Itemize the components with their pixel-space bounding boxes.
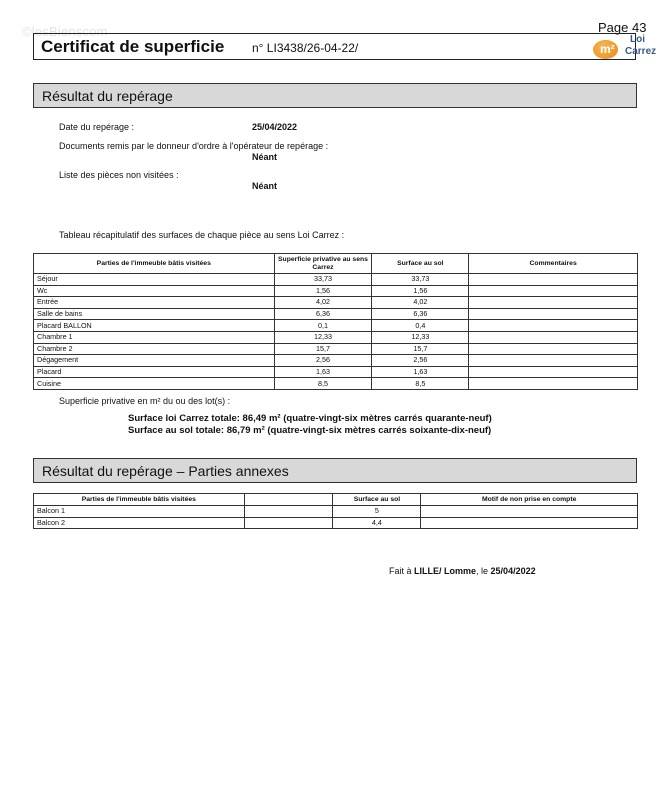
table-cell	[469, 366, 638, 378]
table-cell	[469, 343, 638, 355]
table-cell	[469, 378, 638, 390]
table-cell: 1,56	[372, 285, 469, 297]
table-row	[34, 517, 638, 529]
table-cell	[421, 506, 638, 518]
table-cell: 33,73	[372, 274, 469, 286]
documents-value: Néant	[252, 152, 278, 162]
table-row	[34, 331, 638, 343]
table-cell: 0,1	[274, 320, 372, 332]
table-cell: 1,63	[372, 366, 469, 378]
table-cell	[421, 517, 638, 529]
table-cell: 15,7	[372, 343, 469, 355]
col-header-motif: Motif de non prise en compte	[421, 494, 638, 506]
table-cell: 4,02	[274, 297, 372, 309]
col-header-sol: Surface au sol	[372, 254, 469, 274]
pieces-label: Liste des pièces non visitées :	[59, 170, 179, 180]
table-cell: 5	[333, 506, 421, 518]
date-value: 25/04/2022	[252, 122, 298, 132]
logo-mark: m²	[600, 42, 615, 56]
table-cell: 15,7	[274, 343, 372, 355]
table-cell: 0,4	[372, 320, 469, 332]
total-carrez: Surface loi Carrez totale: 86,49 m² (quatre-vingt-six mètres carrés quarante-neuf)	[128, 413, 492, 424]
table-cell: 8,5	[274, 378, 372, 390]
table-cell: Balcon 1	[34, 506, 245, 518]
surfaces-table	[33, 253, 638, 390]
table-cell: 12,33	[372, 331, 469, 343]
table-cell: 6,36	[274, 308, 372, 320]
watermark: ©lesBienscom	[22, 24, 108, 39]
pieces-value: Néant	[252, 181, 278, 191]
table-cell	[469, 285, 638, 297]
col-header-empty	[244, 494, 333, 506]
table-cell	[469, 320, 638, 332]
certificate-number: n° LI3438/26-04-22/	[252, 41, 359, 55]
table-cell: 33,73	[274, 274, 372, 286]
col-header-parties: Parties de l'immeuble bâtis visitées	[34, 254, 275, 274]
table-cell	[469, 355, 638, 367]
table-cell: Dégagement	[34, 355, 275, 367]
title-box	[33, 33, 657, 60]
section-heading-annexes: Résultat du repérage – Parties annexes	[33, 458, 637, 483]
table-row	[34, 506, 638, 518]
table-cell: Chambre 1	[34, 331, 275, 343]
table-cell: 2,56	[274, 355, 372, 367]
page-number: Page 43	[598, 20, 647, 35]
signature-prefix: Fait à	[389, 566, 415, 576]
col-header-carrez: Superficie privative au sens Carrez	[274, 254, 372, 274]
table-row	[34, 355, 638, 367]
table-cell: 4,02	[372, 297, 469, 309]
section-heading-reperage: Résultat du repérage	[33, 83, 637, 108]
total-sol: Surface au sol totale: 86,79 m² (quatre-vingt-six mètres carrés soixante-dix-neuf)	[128, 425, 492, 436]
table-cell: Chambre 2	[34, 343, 275, 355]
table-cell: Balcon 2	[34, 517, 245, 529]
table-row	[34, 366, 638, 378]
table-row	[34, 343, 638, 355]
col-header-parties: Parties de l'immeuble bâtis visitées	[34, 494, 245, 506]
table-cell: Entrée	[34, 297, 275, 309]
table-cell: 4,4	[333, 517, 421, 529]
table-cell	[244, 506, 333, 518]
table-cell: 6,36	[372, 308, 469, 320]
table-cell: Cuisine	[34, 378, 275, 390]
signature-line	[389, 566, 536, 576]
table-cell: 2,56	[372, 355, 469, 367]
documents-label: Documents remis par le donneur d'ordre à l'opérateur de repérage :	[59, 141, 329, 151]
table-row	[34, 378, 638, 390]
signature-mid: , le	[476, 566, 491, 576]
table-cell	[244, 517, 333, 529]
table-cell: Salle de bains	[34, 308, 275, 320]
logo-text-line1: Loi	[630, 34, 645, 45]
col-header-sol: Surface au sol	[333, 494, 421, 506]
table-cell: Wc	[34, 285, 275, 297]
table-intro: Tableau récapitulatif des surfaces de chaque pièce au sens Loi Carrez :	[59, 230, 345, 240]
signature-date: 25/04/2022	[490, 566, 536, 576]
table-cell: 1,56	[274, 285, 372, 297]
table-cell	[469, 274, 638, 286]
date-label: Date du repérage :	[59, 122, 135, 132]
document-title: Certificat de superficie	[41, 37, 225, 56]
logo-text-line2: Carrez	[625, 46, 657, 57]
table-cell: Placard BALLON	[34, 320, 275, 332]
annexes-table	[33, 493, 638, 529]
table-row	[34, 308, 638, 320]
table-cell	[469, 308, 638, 320]
table-cell	[469, 297, 638, 309]
table-row	[34, 297, 638, 309]
table-row	[34, 285, 638, 297]
table-cell: 8,5	[372, 378, 469, 390]
signature-place: LILLE/ Lomme	[414, 566, 477, 576]
table-cell: Placard	[34, 366, 275, 378]
table-cell	[469, 331, 638, 343]
table-cell: 12,33	[274, 331, 372, 343]
table-cell: 1,63	[274, 366, 372, 378]
table-row	[34, 274, 638, 286]
table-row	[34, 320, 638, 332]
table-cell: Séjour	[34, 274, 275, 286]
lot-label: Superficie privative en m² du ou des lot(s) :	[59, 396, 231, 406]
col-header-commentaires: Commentaires	[469, 254, 638, 274]
